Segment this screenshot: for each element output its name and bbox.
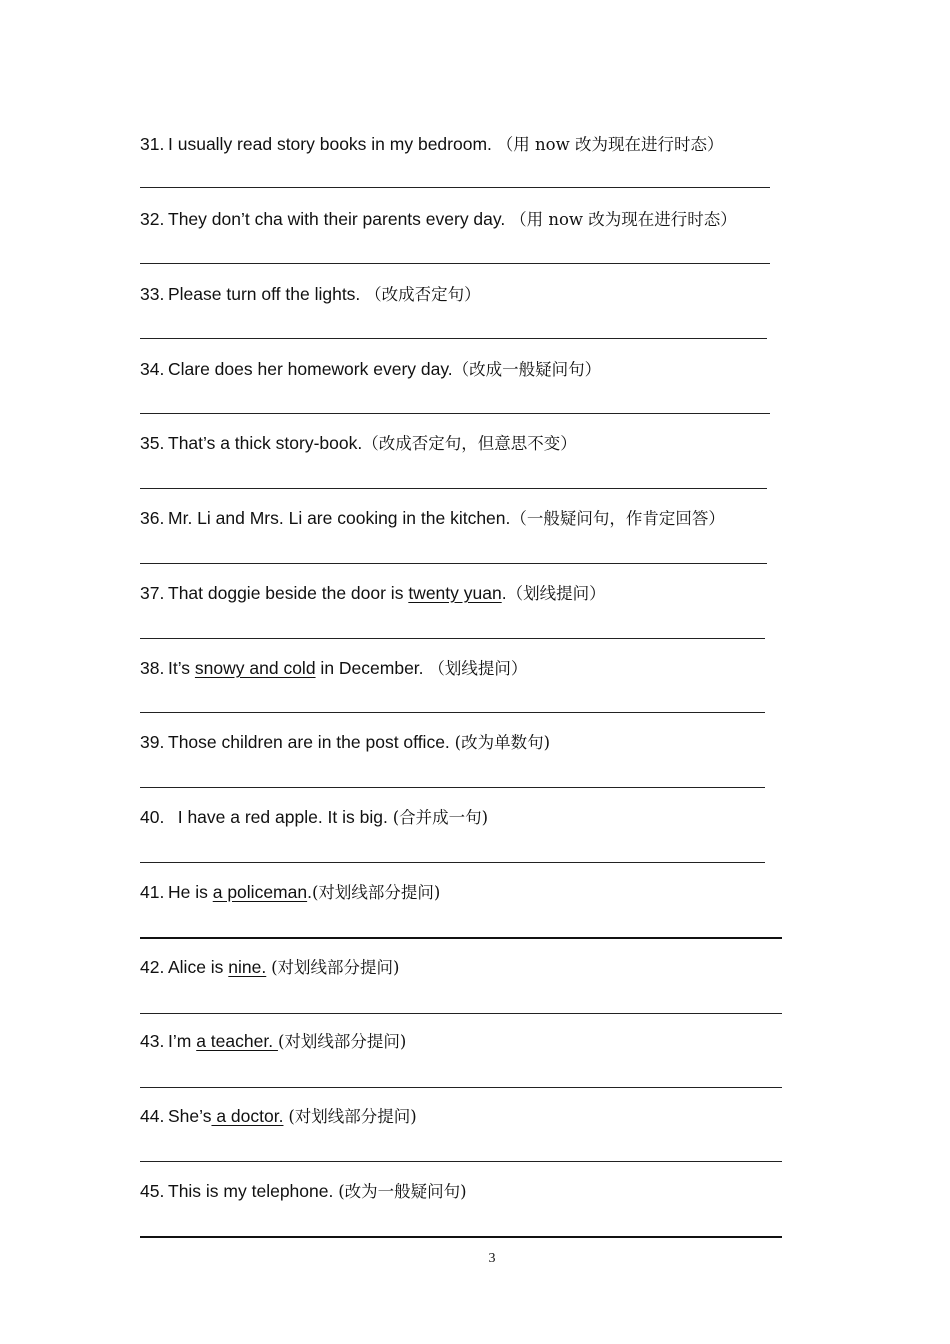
- question-38: [140, 657, 527, 680]
- answer-line[interactable]: [140, 712, 765, 713]
- question-32: [140, 208, 737, 231]
- instruction: （一般疑问句，作肯定回答）: [510, 509, 725, 528]
- underlined-phrase: snowy and cold: [194, 658, 316, 678]
- answer-line[interactable]: [140, 862, 765, 863]
- question-number: 39.: [140, 732, 165, 752]
- underlined-phrase: nine.: [228, 957, 267, 977]
- question-39: [140, 731, 550, 754]
- instruction: （改成否定句，但意思不变）: [362, 434, 577, 453]
- question-text: Those children are in the post office.: [168, 732, 455, 752]
- question-text: That doggie beside the door is: [168, 583, 409, 603]
- answer-line[interactable]: [140, 488, 767, 489]
- question-number: 37.: [140, 583, 165, 603]
- answer-line[interactable]: [140, 338, 767, 339]
- question-text: Please turn off the lights.: [168, 284, 366, 304]
- instruction: （用 now 改为现在进行时态）: [510, 210, 737, 229]
- question-36: [140, 507, 725, 530]
- question-number: 36.: [140, 508, 165, 528]
- question-37: [140, 582, 606, 605]
- question-34: [140, 358, 601, 381]
- question-42: [140, 956, 400, 979]
- answer-line[interactable]: [140, 1161, 782, 1162]
- question-43: [140, 1030, 406, 1053]
- instruction: (对划线部分提问): [288, 1107, 417, 1126]
- instruction: (对划线部分提问): [277, 1032, 407, 1051]
- question-number: 38.: [140, 658, 165, 678]
- answer-line[interactable]: [140, 787, 765, 788]
- instruction: (改为单数句): [454, 733, 551, 752]
- question-number: 41.: [140, 882, 165, 902]
- page-number: 3: [488, 1251, 496, 1266]
- question-number: 32.: [140, 209, 165, 229]
- question-text: Alice is: [168, 957, 229, 977]
- answer-line[interactable]: [140, 937, 782, 939]
- question-text: I’m: [168, 1031, 197, 1051]
- question-number: 35.: [140, 433, 165, 453]
- underlined-phrase: a doctor.: [211, 1106, 284, 1126]
- question-45: [140, 1180, 467, 1203]
- underlined-phrase: twenty yuan: [408, 583, 502, 603]
- underlined-phrase: a teacher.: [196, 1031, 278, 1051]
- question-text-end: .: [307, 882, 312, 902]
- answer-line[interactable]: [140, 1236, 782, 1238]
- question-text: I have a red apple. It is big.: [168, 807, 393, 827]
- question-33: [140, 283, 481, 306]
- question-number: 40.: [140, 807, 165, 827]
- question-text-end: in December.: [315, 658, 429, 678]
- question-35: [140, 432, 577, 455]
- instruction: (对划线部分提问): [311, 883, 441, 902]
- question-number: 31.: [140, 134, 165, 154]
- instruction: (合并成一句): [392, 808, 489, 827]
- question-number: 43.: [140, 1031, 165, 1051]
- answer-line[interactable]: [140, 638, 765, 639]
- question-31: [140, 133, 723, 156]
- answer-line[interactable]: [140, 1013, 782, 1014]
- answer-line[interactable]: [140, 1087, 782, 1088]
- question-text: That’s a thick story-book.: [168, 433, 363, 453]
- question-text: Mr. Li and Mrs. Li are cooking in the kitchen.: [168, 508, 511, 528]
- answer-line[interactable]: [140, 413, 770, 414]
- question-text: This is my telephone.: [168, 1181, 339, 1201]
- instruction: (对划线部分提问): [271, 958, 400, 977]
- question-number: 44.: [140, 1106, 165, 1126]
- answer-line[interactable]: [140, 563, 767, 564]
- question-text: They don’t cha with their parents every day.: [168, 209, 511, 229]
- instruction: （改成否定句）: [365, 285, 481, 304]
- question-text: She’s: [168, 1106, 212, 1126]
- question-number: 42.: [140, 957, 165, 977]
- instruction: (改为一般疑问句): [338, 1182, 467, 1201]
- answer-line[interactable]: [140, 187, 770, 188]
- question-text: It’s: [168, 658, 195, 678]
- question-41: [140, 881, 440, 904]
- question-number: 34.: [140, 359, 165, 379]
- underlined-phrase: a policeman: [212, 882, 308, 902]
- instruction: （划线提问）: [506, 584, 606, 603]
- question-text: I usually read story books in my bedroom.: [168, 134, 497, 154]
- question-40: [140, 806, 488, 829]
- question-number: 33.: [140, 284, 165, 304]
- instruction: （划线提问）: [428, 659, 528, 678]
- question-number: 45.: [140, 1181, 165, 1201]
- question-text-end: .: [501, 583, 507, 603]
- instruction: （用 now 改为现在进行时态）: [496, 135, 724, 154]
- question-text: He is: [168, 882, 213, 902]
- question-44: [140, 1105, 417, 1128]
- instruction: （改成一般疑问句）: [452, 360, 602, 379]
- question-text: Clare does her homework every day.: [168, 359, 453, 379]
- answer-line[interactable]: [140, 263, 770, 264]
